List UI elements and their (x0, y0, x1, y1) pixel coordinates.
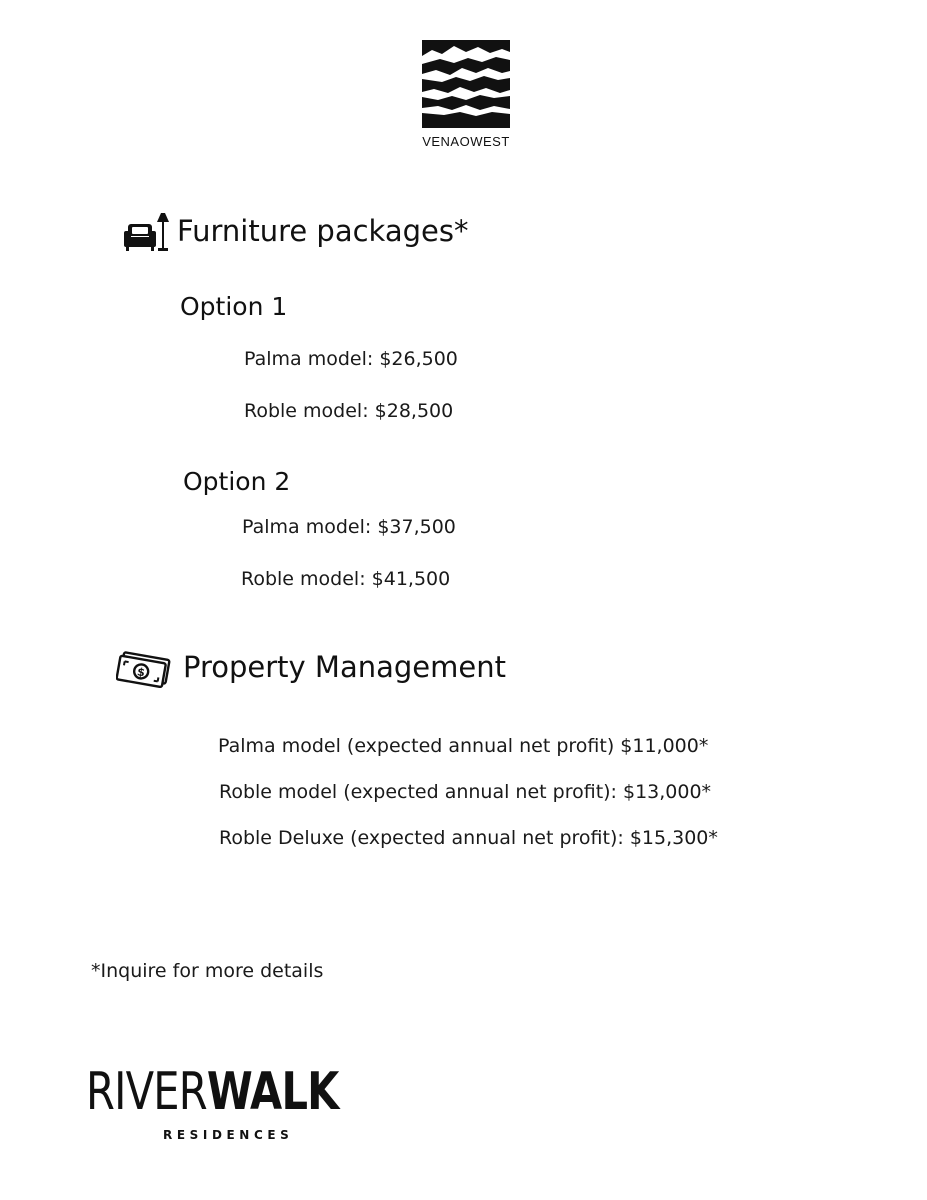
pm-roble-deluxe-profit: Roble Deluxe (expected annual net profit): $15,300* (219, 827, 718, 849)
venao-west-wordmark: VENAOWEST (422, 134, 510, 149)
option-2-title: Option 2 (183, 467, 291, 496)
option-2-roble-price: Roble model: $41,500 (241, 568, 451, 590)
svg-text:$: $ (136, 665, 146, 680)
pm-palma-profit: Palma model (expected annual net profit) $11,000* (218, 735, 709, 757)
footnote: *Inquire for more details (91, 960, 324, 982)
pm-roble-profit: Roble model (expected annual net profit): $13,000* (219, 781, 712, 803)
option-1-roble-price: Roble model: $28,500 (244, 400, 454, 422)
property-management-title: Property Management (183, 650, 506, 684)
mountain-stripes-logo-icon (422, 40, 510, 128)
cash-icon (116, 646, 174, 688)
riverwalk-wordmark-river: RIVER (86, 1062, 207, 1122)
venao-west-logo (410, 40, 522, 149)
riverwalk-residences: RESIDENCES (163, 1128, 294, 1142)
riverwalk-wordmark-walk: WALK (206, 1062, 339, 1122)
option-1-palma-price: Palma model: $26,500 (244, 348, 458, 370)
option-2-palma-price: Palma model: $37,500 (242, 516, 456, 538)
sofa-lamp-icon (123, 211, 169, 253)
option-1-title: Option 1 (180, 292, 288, 321)
riverwalk-logo (86, 1062, 402, 1142)
furniture-section-title: Furniture packages* (177, 214, 469, 248)
riverwalk-wordmark (86, 1062, 339, 1122)
